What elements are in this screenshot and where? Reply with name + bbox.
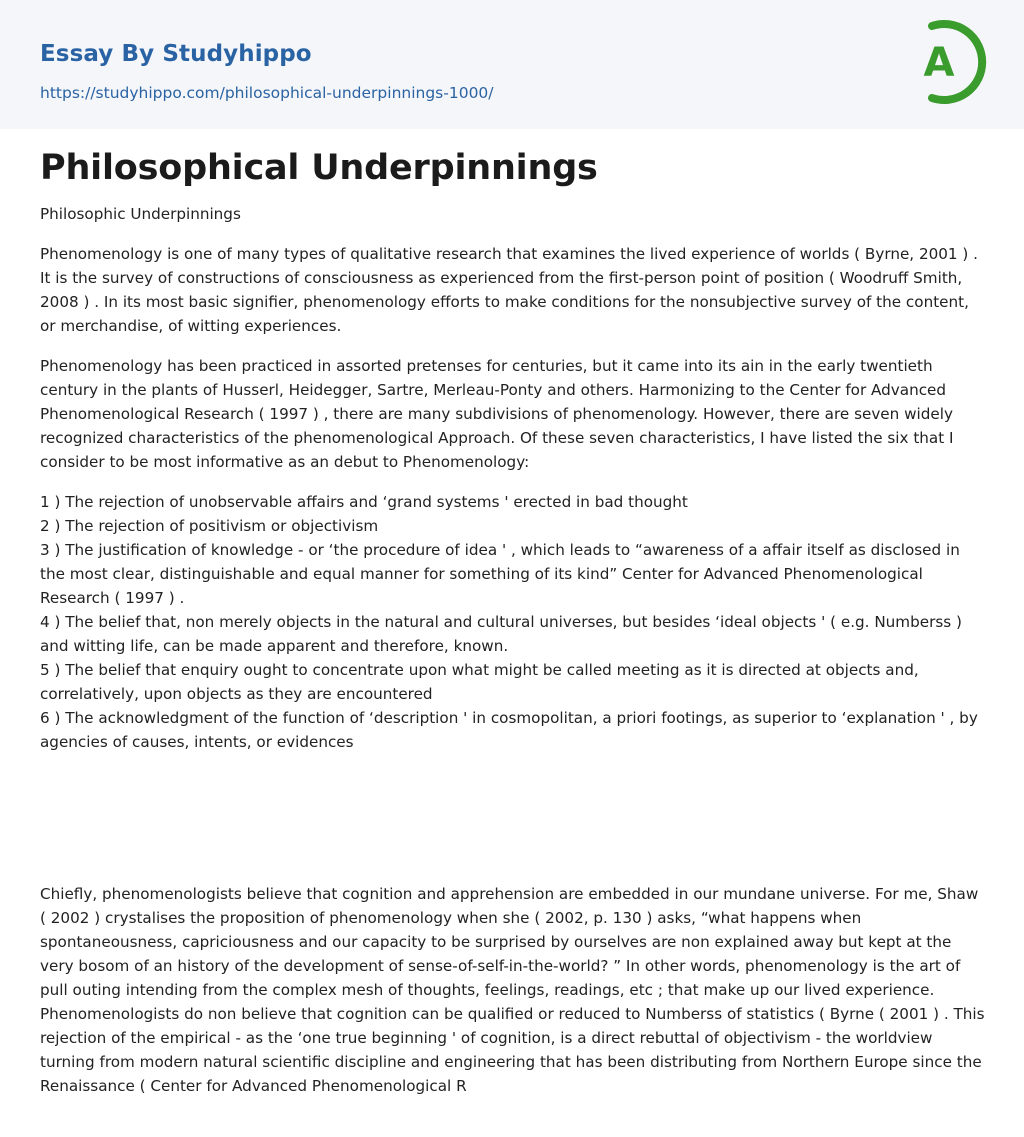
list-item: 1 ) The rejection of unobservable affairs and ‘grand systems ' erected in bad thought — [40, 493, 688, 511]
list-item: 6 ) The acknowledgment of the function of ‘description ' in cosmopolitan, a priori footings, as superior to ‘explanation ' , by agencies of causes, intents, or evidences — [40, 709, 978, 751]
list-item: 4 ) The belief that, non merely objects in the natural and cultural universes, but besides ‘ideal objects ' ( e.g. Numberss ) and witting life, can be made apparent and therefore, known. — [40, 613, 962, 655]
logo-letter: A — [923, 40, 955, 86]
brand-title[interactable]: Essay By Studyhippo — [40, 41, 312, 67]
paragraph-3: Chiefly, phenomenologists believe that cognition and apprehension are embedded in our mundane universe. For me, Shaw ( 2002 ) crystalises the proposition of phenomenology when she ( 2002, p. 130 ) asks, “what happens when spontaneousness, capriciousness and our capacity to be surprised by ourselves are non explained away but kept at the very bosom of an history of the development of sense-of-self-in-the-world? ” In other words, phenomenology is the art of pull outing intending from the complex mesh of thoughts, feelings, readings, etc ; that make up our lived experience. Phenomenologists do non believe that cognition can be qualified or reduced to Numberss of statistics ( Byrne ( 2001 ) . This rejection of the empirical - as the ‘one true beginning ' of cognition, is a direct rebuttal of objectivism - the worldview turning from modern natural scientific discipline and engineering that has been distributing from Northern Europe since the Renaissance ( Center for Advanced Phenomenological R — [40, 885, 985, 1095]
site-header — [0, 0, 1024, 129]
page-title: Philosophical Underpinnings — [40, 148, 598, 188]
content-gap — [40, 754, 988, 866]
logo-icon[interactable] — [912, 18, 988, 106]
characteristics-list — [40, 490, 988, 754]
list-item: 3 ) The justification of knowledge - or ‘the procedure of idea ' , which leads to “awareness of a affair itself as disclosed in the most clear, distinguishable and equal manner for something of its kind” Center for Advanced Phenomenological Research ( 1997 ) . — [40, 541, 960, 607]
paragraph-1: Phenomenology is one of many types of qualitative research that examines the lived experience of worlds ( Byrne, 2001 ) . It is the survey of constructions of consciousness as experienced from the first-person point of position ( Woodruff Smith, 2008 ) . In its most basic signifier, phenomenology efforts to make conditions for the nonsubjective survey of the content, or merchandise, of witting experiences. — [40, 245, 979, 335]
list-item: 2 ) The rejection of positivism or objectivism — [40, 517, 379, 535]
paragraph-2: Phenomenology has been practiced in assorted pretenses for centuries, but it came into its ain in the early twentieth century in the plants of Husserl, Heidegger, Sartre, Merleau-Ponty and others. Harmonizing to the Center for Advanced Phenomenological Research ( 1997 ) , there are many subdivisions of phenomenology. However, there are seven widely recognized characteristics of the phenomenological Approach. Of these seven characteristics, I have listed the six that I consider to be most informative as an debut to Phenomenology: — [40, 357, 954, 471]
list-item: 5 ) The belief that enquiry ought to concentrate upon what might be called meeting as it is directed at objects and, correlatively, upon objects as they are encountered — [40, 661, 919, 703]
article-body — [40, 142, 988, 1098]
source-url-link[interactable]: https://studyhippo.com/philosophical-underpinnings-1000/ — [40, 84, 494, 102]
article-subtitle: Philosophic Underpinnings — [40, 205, 241, 223]
